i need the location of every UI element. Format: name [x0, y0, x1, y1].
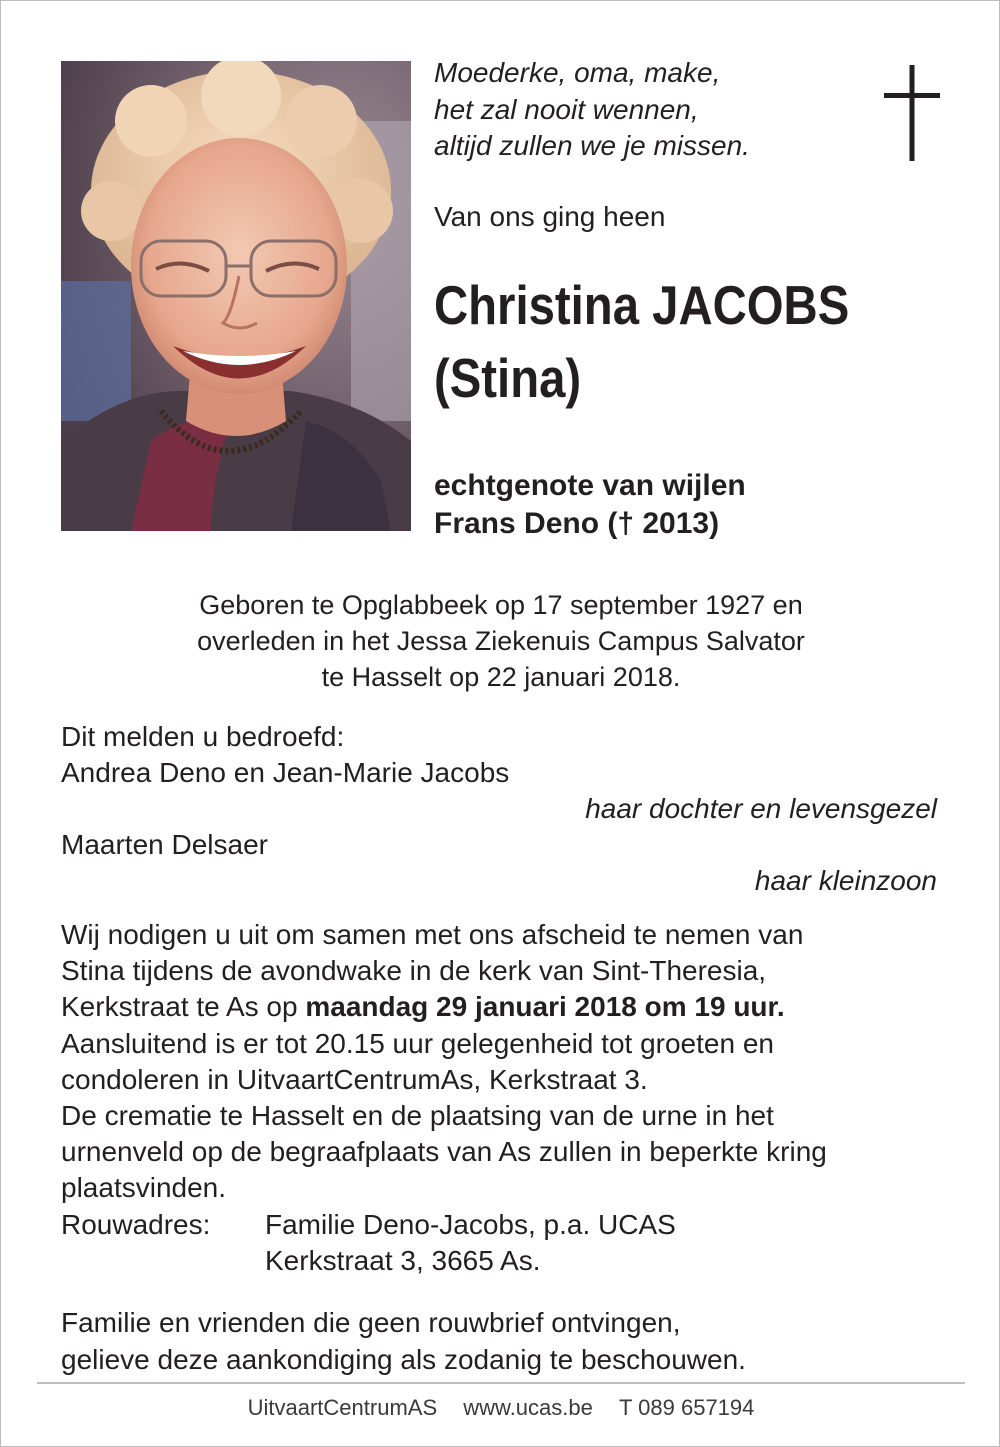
deceased-name — [434, 269, 849, 415]
mourning-address — [61, 1207, 941, 1279]
wake-date-time: maandag 29 januari 2018 om 19 uur. — [305, 991, 785, 1023]
spouse-line: Frans Deno († 2013) — [434, 507, 720, 540]
invitation-line: plaatsvinden. — [61, 1172, 227, 1204]
address-value — [265, 1207, 676, 1279]
invitation-line — [61, 989, 941, 1025]
poem-line: het zal nooit wennen, — [434, 93, 699, 125]
invitation-line: Aansluitend is er tot 20.15 uur gelegenheid tot groeten en — [61, 1027, 774, 1059]
closing-line: gelieve deze aankondiging als zodanig te beschouwen. — [61, 1344, 746, 1375]
birth-line: te Hasselt op 22 januari 2018. — [321, 662, 681, 692]
invitation-line-prefix: Kerkstraat te As op — [61, 991, 306, 1023]
mourner-relation: haar kleinzoon — [754, 865, 937, 896]
announcement-header: Dit melden u bedroefd: — [61, 721, 345, 752]
birth-death-info — [61, 587, 941, 695]
cross-icon — [881, 63, 943, 163]
invitation-line: condoleren in UitvaartCentrumAs, Kerkstraat 3. — [61, 1063, 648, 1095]
nickname-line: (Stina) — [434, 347, 582, 409]
mourner-name: Maarten Delsaer — [61, 829, 268, 860]
address-label: Rouwadres: — [61, 1208, 211, 1240]
birth-line: Geboren te Opglabbeek op 17 september 1927 en — [199, 590, 803, 620]
portrait-photo — [61, 61, 411, 531]
poem-line: altijd zullen we je missen. — [434, 130, 750, 161]
address-line: Kerkstraat 3, 3665 As. — [265, 1244, 541, 1276]
mourner-name: Andrea Deno en Jean-Marie Jacobs — [61, 757, 510, 788]
footer-phone: T 089 657194 — [619, 1395, 755, 1420]
invitation-line: urnenveld op de begraafplaats van As zullen in beperkte kring — [61, 1136, 827, 1168]
closing-line: Familie en vrienden die geen rouwbrief ontvingen, — [61, 1307, 681, 1338]
intro-text: Van ons ging heen — [434, 201, 666, 232]
announcement — [61, 719, 937, 899]
poem — [434, 55, 750, 165]
footer-website[interactable]: www.ucas.be — [463, 1395, 593, 1420]
invitation-line: Stina tijdens de avondwake in de kerk van Sint-Theresia, — [61, 955, 767, 987]
footer — [1, 1393, 1000, 1423]
invitation-text — [61, 917, 941, 1279]
invitation-line: De crematie te Hasselt en de plaatsing van de urne in het — [61, 1100, 774, 1132]
birth-line: overleden in het Jessa Ziekenuis Campus Salvator — [197, 626, 805, 656]
mourner-relation: haar dochter en levensgezel — [585, 793, 937, 824]
spouse-line: echtgenote van wijlen — [434, 469, 746, 502]
invitation-line: Wij nodigen u uit om samen met ons afscheid te nemen van — [61, 919, 804, 950]
footer-divider — [37, 1382, 965, 1384]
footer-company: UitvaartCentrumAS — [247, 1395, 438, 1420]
closing-note — [61, 1304, 941, 1378]
spouse-info — [434, 467, 746, 543]
address-line: Familie Deno-Jacobs, p.a. UCAS — [265, 1208, 676, 1240]
poem-line: Moederke, oma, make, — [434, 57, 721, 88]
name-line: Christina JACOBS — [434, 274, 850, 336]
